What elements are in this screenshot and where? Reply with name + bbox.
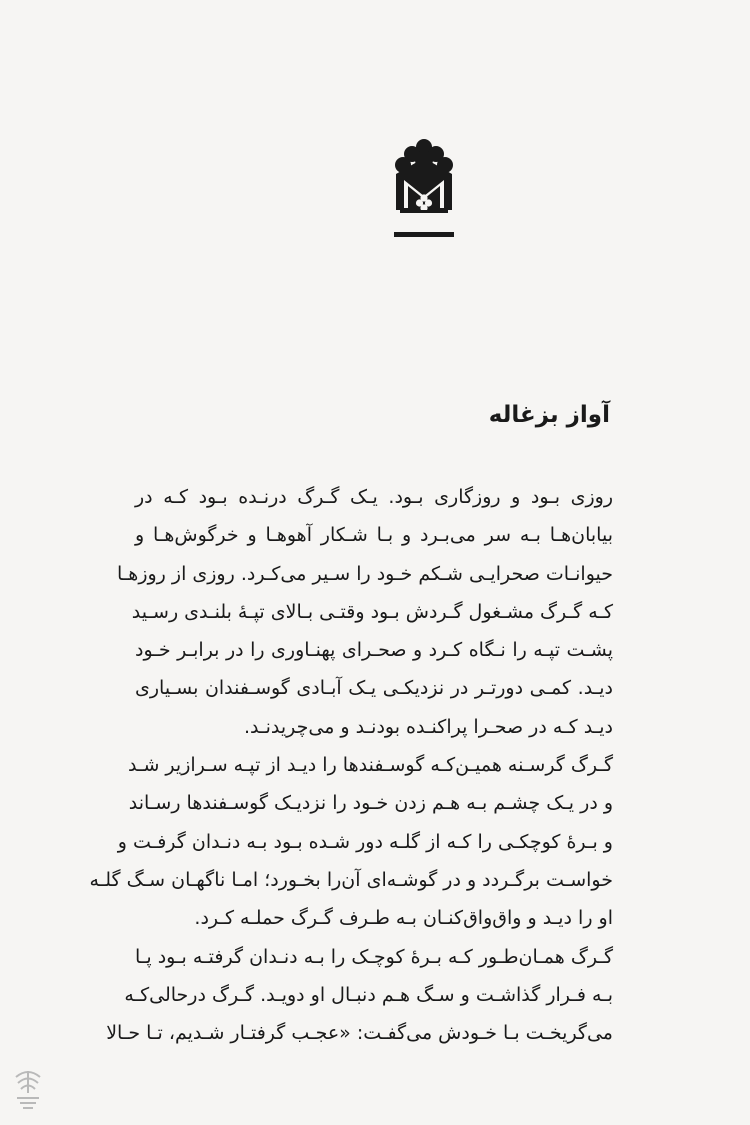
text-line: دیـد کـه در صحـرا پراکنـده بودنـد و می‌چریدنـد.	[244, 715, 613, 738]
text-line: دیـد. کمـی دورتـر در نزدیکـی یـک آبـادی گوسـفندان بسـیاری	[135, 677, 613, 700]
text-line: و در یـک چشـم بـه هـم زدن خـود را نزدیـک گوسـفندها رسـاند	[128, 792, 613, 815]
text-line: حیوانـات صحرایـی شـکم خـود را سـیر می‌کـرد. روزی از روزهـا	[116, 562, 613, 585]
chapter-ornament-icon	[394, 138, 454, 240]
story-title: آواز بزغاله	[488, 402, 610, 428]
text-line: می‌گریخـت بـا خـودش می‌گفـت: «عجـب گرفتـار شـدیم، تـا حـالا	[106, 1022, 613, 1045]
text-line: خواسـت برگـردد و در گوشـه‌ای آن‌را بخـورد؛ امـا ناگهـان سـگ گلـه	[89, 868, 613, 891]
text-line: گـرگ گرسـنه همیـن‌کـه گوسـفندها را دیـد از تپـه سـرازیر شـد	[127, 754, 613, 777]
story-body	[89, 478, 613, 1052]
text-line: و بـرهٔ کوچکـی را کـه از گلـه دور شـده بـود بـه دنـدان گرفـت و	[117, 830, 613, 853]
text-line: کـه گـرگ مشـغول گـردش بـود وقتـی بـالای تپـهٔ بلنـدی رسـید	[131, 600, 613, 623]
text-line: بیابان‌هـا بـه سر می‌بـرد و بـا شـکار آهوهـا و خرگوش‌هـا و	[135, 524, 613, 547]
text-line: گـرگ همـان‌طـور کـه بـرهٔ کوچـک را بـه دنـدان گرفتـه بـود پـا	[135, 945, 613, 968]
text-line: او را دیـد و واق‌واق‌کنـان بـه طـرف گـرگ حملـه کـرد.	[194, 907, 613, 930]
text-line: بـه فـرار گذاشـت و سـگ هـم دنبـال او دویـد. گـرگ درحالی‌کـه	[124, 983, 613, 1006]
text-line: پشـت تپـه را نـگاه کـرد و صحـرای پهنـاوری را در برابـر خـود	[135, 639, 613, 662]
publisher-watermark-icon	[12, 1063, 44, 1111]
text-line: روزی بـود و روزگاری بـود. یـک گـرگ درنـده بـود کـه در	[135, 486, 613, 508]
